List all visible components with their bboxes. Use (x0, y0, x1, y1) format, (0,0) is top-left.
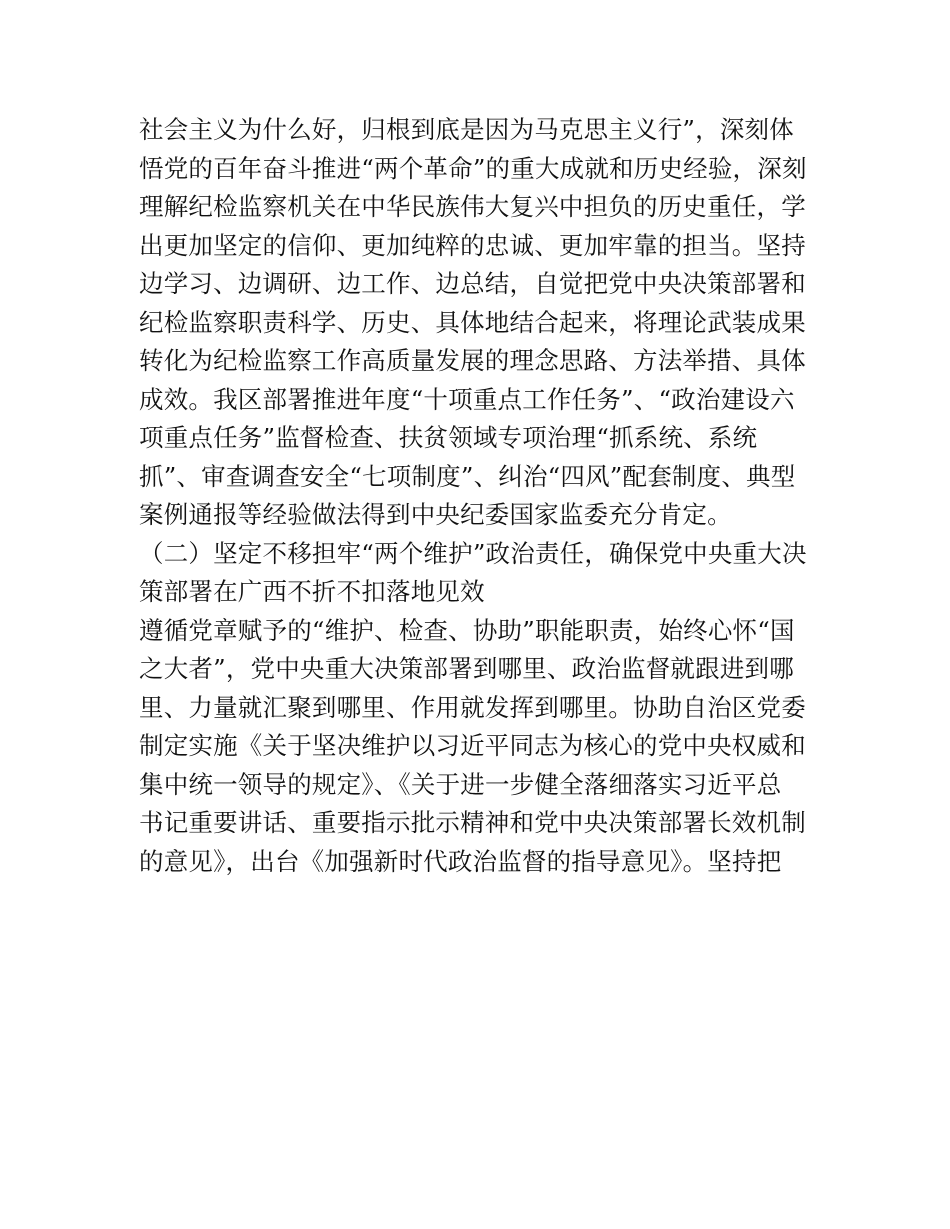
text-line: 成效。我区部署推进年度“十项重点工作任务”、“政治建设六 (139, 384, 795, 414)
text-line: 边学习、边调研、边工作、边总结，自觉把党中央决策部署和 (139, 269, 806, 298)
text-line: 遵循党章赋予的“维护、检查、协助”职能职责，始终心怀“国 (139, 615, 795, 645)
text-line: 里、力量就汇聚到哪里、作用就发挥到哪里。协助自治区党委 (139, 692, 806, 722)
text-line: 社会主义为什么好，归根到底是因为马克思主义行”，深刻体 (139, 115, 794, 144)
text-line: 出更加坚定的信仰、更加纯粹的忠诚、更加牢靠的担当。坚持 (139, 230, 806, 260)
text-line: 抓”、审查调查安全“七项制度”、纠治“四风”配套制度、典型 (139, 461, 796, 491)
text-line: 集中统一领导的规定》、《关于进一步健全落细落实习近平总 (139, 769, 782, 799)
text-line: 悟党的百年奋斗推进“两个革命”的重大成就和历史经验，深刻 (139, 153, 807, 183)
section-heading-line: （二）坚定不移担牢“两个维护”政治责任，确保党中央重大决 (139, 538, 807, 568)
text-line: 的意见》，出台《加强新时代政治监督的指导意见》。坚持把 (139, 846, 782, 876)
body-text (139, 111, 829, 881)
text-line: 理解纪检监察机关在中华民族伟大复兴中担负的历史重任，学 (139, 192, 806, 221)
text-line: 项重点任务”监督检查、扶贫领域专项治理“抓系统、系统 (139, 423, 758, 452)
text-line: 案例通报等经验做法得到中央纪委国家监委充分肯定。 (139, 500, 732, 529)
text-line: 转化为纪检监察工作高质量发展的理念思路、方法举措、具体 (139, 346, 806, 375)
section-heading-line: 策部署在广西不折不扣落地见效 (139, 577, 485, 606)
text-line: 制定实施《关于坚决维护以习近平同志为核心的党中央权威和 (139, 731, 806, 760)
text-line: 之大者”，党中央重大决策部署到哪里、政治监督就跟进到哪 (139, 654, 794, 683)
text-line: 纪检监察职责科学、历史、具体地结合起来，将理论武装成果 (139, 307, 806, 337)
text-line: 书记重要讲话、重要指示批示精神和党中央决策部署长效机制 (139, 808, 806, 837)
